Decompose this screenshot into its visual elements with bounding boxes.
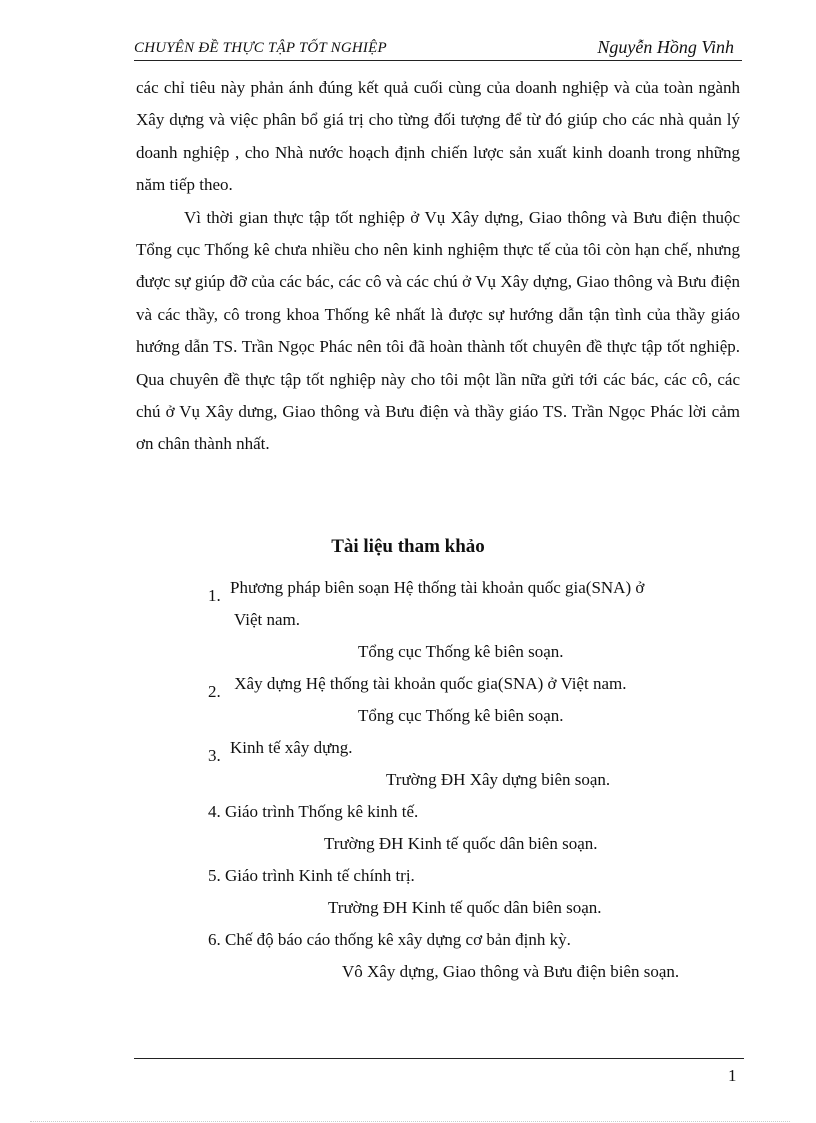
reference-title: Chế độ báo cáo thống kê xây dựng cơ bản định kỳ. [225, 930, 571, 949]
reference-item [208, 924, 728, 988]
header-author: Nguyễn Hồng Vinh [597, 37, 734, 57]
reference-item [208, 732, 728, 796]
reference-item [208, 860, 728, 924]
reference-title: Giáo trình Kinh tế chính trị. [225, 866, 415, 885]
reference-source: Trường ĐH Xây dựng biên soạn. [386, 770, 611, 789]
reference-title: Kinh tế xây dựng. [230, 738, 353, 757]
reference-number: 3. [208, 746, 221, 765]
reference-title: Giáo trình Thống kê kinh tế. [225, 802, 419, 821]
reference-source: Trường ĐH Kinh tế quốc dân biên soạn. [328, 898, 602, 917]
reference-source: Tổng cục Thống kê biên soạn. [358, 706, 564, 725]
paragraph: Vì thời gian thực tập tốt nghiệp ở Vụ Xây dựng, Giao thông và Bưu điện thuộc Tổng cục Thống kê chưa nhiều cho nên kinh nghiệm thực tế của tôi còn hạn chế, nhưng được sự giúp đỡ của các bác, các cô và các chú ở Vụ Xây dựng, Giao thông và Bưu điện và các thầy, cô trong khoa Thống kê nhất là được sự hướng dẫn tận tình của thầy giáo hướng dẫn TS. Trần Ngọc Phác nên tôi đã hoàn thành tốt chuyên đề thực tập tốt nghiệp. Qua chuyên đề thực tập tốt nghiệp này cho tôi một lần nữa gửi tới các bác, các cô, các chú ở Vụ Xây dưng, Giao thông và Bưu điện và thầy giáo TS. Trần Ngọc Phác lời cảm ơn chân thành nhất. [136, 207, 740, 454]
reference-item [208, 796, 728, 860]
header-title: CHUYÊN ĐỀ THỰC TẬP TỐT NGHIỆP [134, 40, 387, 56]
paragraph: các chỉ tiêu này phản ánh đúng kết quả cuối cùng của doanh nghiệp và của toàn ngành Xây dựng và việc phân bổ giá trị cho từng đối tượng để từ đó giúp cho các nhà quản lý doanh nghiệp , cho Nhà nước hoạch định chiến lược sản xuất kinh doanh trong những năm tiếp theo. [136, 78, 740, 195]
reference-title: Phương pháp biên soạn Hệ thống tài khoản quốc gia(SNA) ở [230, 578, 645, 597]
reference-number: 2. [208, 682, 221, 701]
footer-rule [134, 1058, 744, 1059]
body-text [136, 72, 740, 461]
reference-title-cont: Việt nam. [234, 610, 301, 629]
reference-title: Xây dựng Hệ thống tài khoản quốc gia(SNA) ở Việt nam. [230, 674, 627, 693]
reference-item [208, 572, 728, 668]
page-number: 1 [728, 1066, 737, 1085]
references-list [208, 572, 728, 988]
reference-item [208, 668, 728, 732]
reference-source: Trường ĐH Kinh tế quốc dân biên soạn. [324, 834, 598, 853]
reference-source: Tổng cục Thống kê biên soạn. [358, 642, 564, 661]
reference-source: Vô Xây dựng, Giao thông và Bưu điện biên soạn. [342, 962, 680, 981]
page-bottom-dotted-rule [30, 1121, 790, 1122]
reference-number: 5. [208, 866, 221, 885]
reference-number: 1. [208, 586, 221, 605]
references-heading: Tài liệu tham khảo [331, 536, 485, 557]
reference-number: 4. [208, 802, 221, 821]
reference-number: 6. [208, 930, 221, 949]
page-header [134, 38, 742, 61]
